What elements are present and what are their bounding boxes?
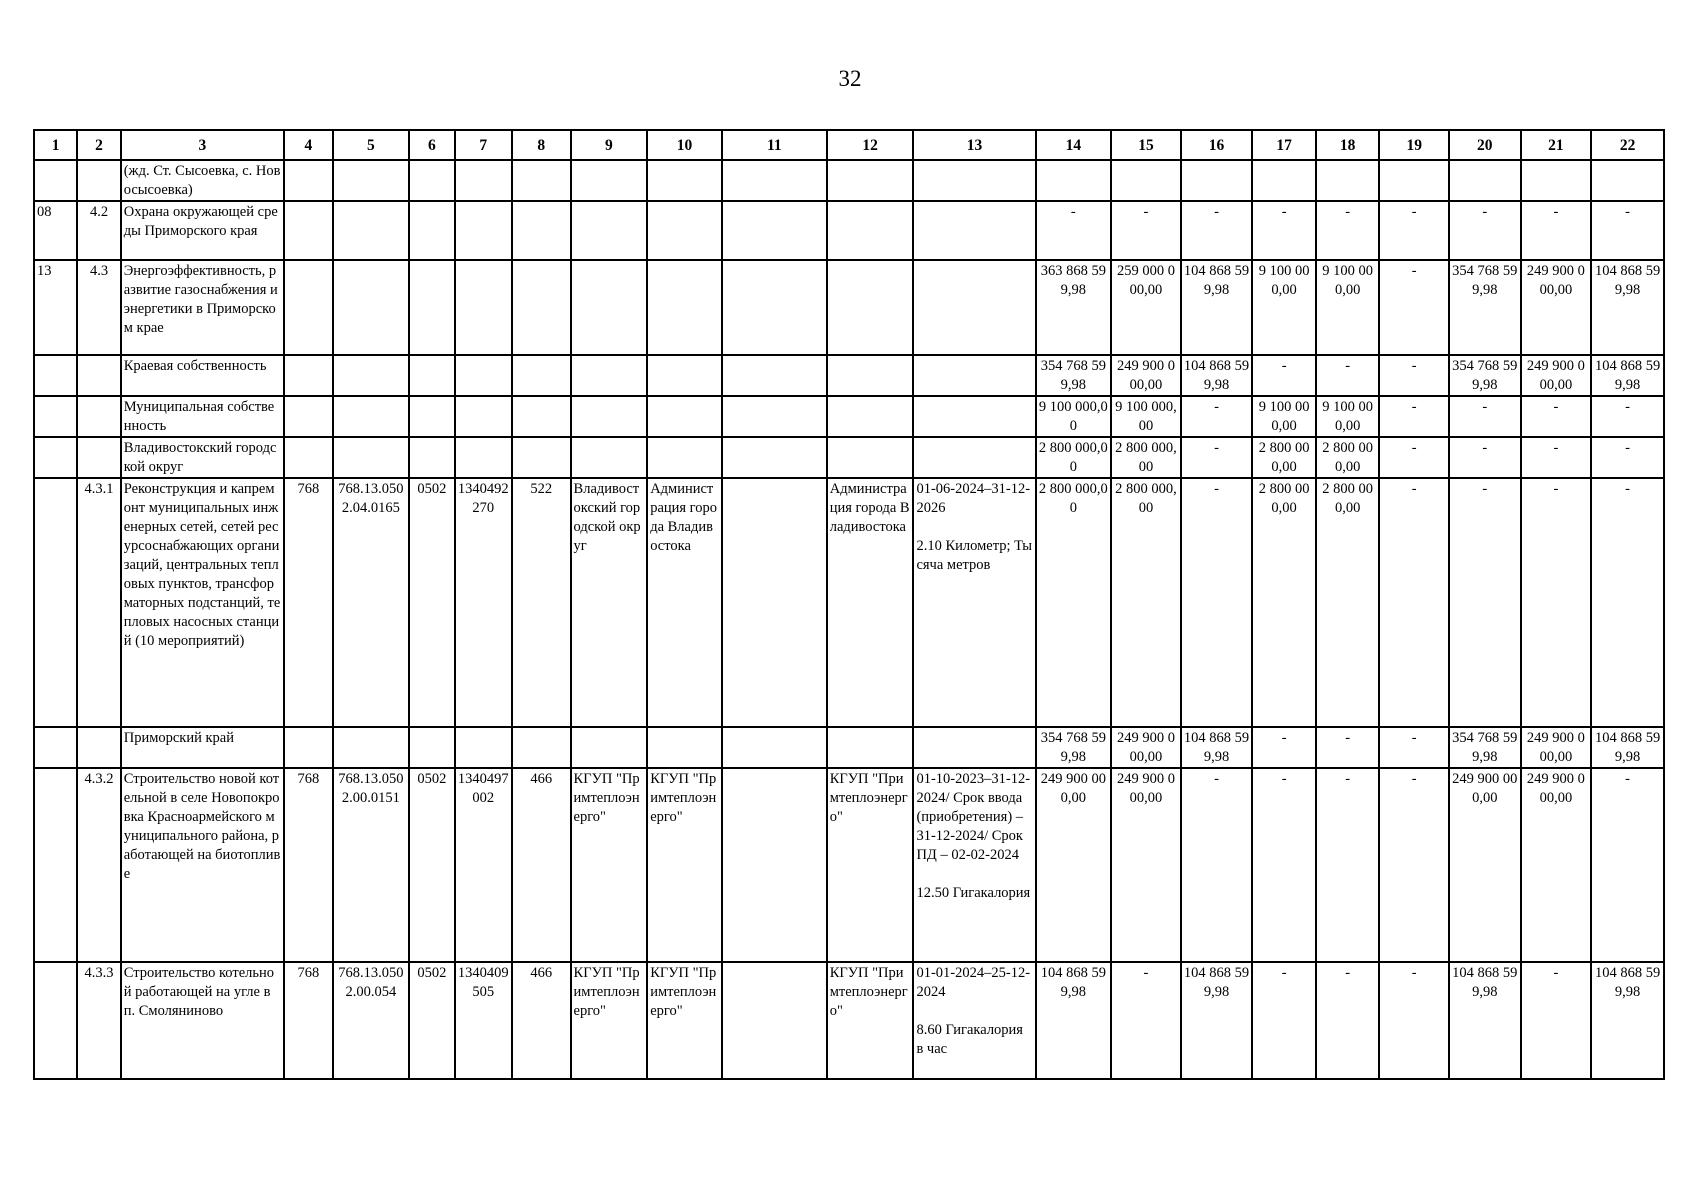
table-cell — [409, 396, 454, 437]
table-cell: - — [1316, 962, 1380, 1079]
table-cell: - — [1449, 478, 1521, 727]
table-cell — [647, 355, 722, 396]
table-cell — [455, 260, 512, 355]
table-cell — [722, 768, 827, 962]
table-cell: - — [1521, 478, 1592, 727]
table-cell: 104 868 599,98 — [1591, 962, 1664, 1079]
table-cell — [827, 437, 914, 478]
table-cell: 466 — [512, 962, 571, 1079]
table-cell: 4.3.1 — [77, 478, 120, 727]
table-row — [34, 962, 1664, 1079]
table-cell — [571, 727, 648, 768]
header-cell: 8 — [512, 130, 571, 160]
header-cell: 2 — [77, 130, 120, 160]
table-cell: - — [1379, 201, 1449, 260]
table-cell: 104 868 599,98 — [1449, 962, 1521, 1079]
table-cell: 01-10-2023–31-12-2024/ Срок ввода (приобретения) – 31-12-2024/ Срок ПД – 02-02-2024 12.50 Гигакалория — [913, 768, 1035, 962]
table-cell: КГУП "Примтеплоэнерго" — [571, 962, 648, 1079]
table-cell: - — [1521, 437, 1592, 478]
table-cell: - — [1252, 962, 1316, 1079]
table-row — [34, 355, 1664, 396]
table-cell: 768 — [284, 478, 332, 727]
table-cell — [284, 260, 332, 355]
table-cell: - — [1181, 478, 1253, 727]
table-row — [34, 768, 1664, 962]
header-cell: 14 — [1036, 130, 1112, 160]
header-cell: 18 — [1316, 130, 1380, 160]
table-cell: 249 900 000,00 — [1111, 768, 1181, 962]
table-cell: Администрация города Владивостока — [827, 478, 914, 727]
table-cell: 354 768 599,98 — [1036, 355, 1112, 396]
table-cell: 2 800 000,00 — [1316, 437, 1380, 478]
table-cell: 2 800 000,00 — [1036, 437, 1112, 478]
table-cell — [333, 160, 410, 201]
table-cell — [512, 160, 571, 201]
table-cell — [455, 437, 512, 478]
header-cell: 17 — [1252, 130, 1316, 160]
table-cell: 104 868 599,98 — [1591, 727, 1664, 768]
table-cell — [333, 396, 410, 437]
table-cell: 466 — [512, 768, 571, 962]
table-cell — [647, 201, 722, 260]
table-cell: - — [1252, 355, 1316, 396]
table-cell: - — [1316, 355, 1380, 396]
table-cell — [571, 201, 648, 260]
table-cell: 2 800 000,00 — [1316, 478, 1380, 727]
header-cell: 9 — [571, 130, 648, 160]
table-cell — [284, 437, 332, 478]
table-cell: 104 868 599,98 — [1181, 260, 1253, 355]
table-cell: 249 900 000,00 — [1521, 260, 1592, 355]
table-cell — [77, 727, 120, 768]
header-cell: 20 — [1449, 130, 1521, 160]
header-cell: 12 — [827, 130, 914, 160]
table-cell — [1591, 160, 1664, 201]
table-cell — [333, 201, 410, 260]
table-cell — [284, 160, 332, 201]
table-cell: 2 800 000,00 — [1252, 437, 1316, 478]
table-cell: - — [1591, 478, 1664, 727]
header-cell: 4 — [284, 130, 332, 160]
table-cell: - — [1449, 437, 1521, 478]
header-cell: 16 — [1181, 130, 1253, 160]
table-cell — [571, 355, 648, 396]
table-row — [34, 478, 1664, 727]
table-cell — [284, 201, 332, 260]
table-cell — [722, 962, 827, 1079]
table-cell: Реконструкция и капремонт муниципальных инженерных сетей, сетей ресурсоснабжающих организаций, центральных тепловых пунктов, трансформаторных подстанций, тепловых насосных станций (10 мероприятий) — [121, 478, 284, 727]
table-cell: КГУП "Примтеплоэнерго" — [827, 962, 914, 1079]
table-cell: - — [1379, 396, 1449, 437]
table-cell — [409, 355, 454, 396]
table-cell — [34, 355, 77, 396]
table-cell: 4.3.3 — [77, 962, 120, 1079]
table-cell: 01-06-2024–31-12-2026 2.10 Километр; Тысяча метров — [913, 478, 1035, 727]
table-cell: 9 100 000,00 — [1252, 260, 1316, 355]
table-cell: - — [1379, 437, 1449, 478]
table-cell — [284, 355, 332, 396]
table-cell — [722, 260, 827, 355]
table-cell — [333, 260, 410, 355]
table-cell: 104 868 599,98 — [1591, 260, 1664, 355]
table-cell — [455, 727, 512, 768]
table-cell — [827, 160, 914, 201]
table-cell — [571, 260, 648, 355]
table-cell: - — [1316, 768, 1380, 962]
table-cell — [571, 160, 648, 201]
table-cell — [647, 160, 722, 201]
table-cell: 13 — [34, 260, 77, 355]
header-cell: 22 — [1591, 130, 1664, 160]
header-row — [34, 130, 1664, 160]
table-cell — [333, 355, 410, 396]
table-cell — [34, 437, 77, 478]
header-cell: 7 — [455, 130, 512, 160]
table-cell: - — [1591, 437, 1664, 478]
table-cell — [77, 355, 120, 396]
header-cell: 19 — [1379, 130, 1449, 160]
table-cell: Краевая собственность — [121, 355, 284, 396]
table-cell: - — [1379, 260, 1449, 355]
document-table — [33, 129, 1665, 1080]
table-cell: - — [1379, 478, 1449, 727]
table-cell: КГУП "Примтеплоэнерго" — [647, 962, 722, 1079]
table-cell — [913, 396, 1035, 437]
table-cell — [512, 355, 571, 396]
header-cell: 11 — [722, 130, 827, 160]
table-cell: 522 — [512, 478, 571, 727]
table-cell: 104 868 599,98 — [1036, 962, 1112, 1079]
table-cell — [647, 727, 722, 768]
header-cell: 3 — [121, 130, 284, 160]
table-cell: - — [1111, 201, 1181, 260]
table-cell — [827, 396, 914, 437]
table-cell: - — [1591, 396, 1664, 437]
table-cell — [284, 396, 332, 437]
table-cell — [455, 160, 512, 201]
table-cell: 768.13.0502.00.054 — [333, 962, 410, 1079]
table-cell: 2 800 000,00 — [1036, 478, 1112, 727]
table-cell — [77, 437, 120, 478]
table-cell: Администрация города Владивостока — [647, 478, 722, 727]
table-cell: 768 — [284, 962, 332, 1079]
table-cell: - — [1379, 768, 1449, 962]
table-cell: - — [1252, 768, 1316, 962]
table-cell: - — [1521, 962, 1592, 1079]
table-row — [34, 396, 1664, 437]
table-cell — [913, 355, 1035, 396]
table-cell: Владивостокский городской округ — [121, 437, 284, 478]
table-cell: 249 900 000,00 — [1521, 768, 1592, 962]
table-cell — [571, 437, 648, 478]
table-cell — [34, 396, 77, 437]
table-cell: КГУП "Примтеплоэнерго" — [571, 768, 648, 962]
table-cell: Строительство новой котельной в селе Новопокровка Красноармейского муниципального района, работающей на биотопливе — [121, 768, 284, 962]
table-cell: - — [1252, 201, 1316, 260]
table-row — [34, 727, 1664, 768]
table-cell: 768.13.0502.04.0165 — [333, 478, 410, 727]
table-cell — [409, 260, 454, 355]
table-cell: - — [1181, 768, 1253, 962]
table-cell: - — [1379, 355, 1449, 396]
table-cell: 1340497002 — [455, 768, 512, 962]
table-cell — [34, 962, 77, 1079]
table-cell: 249 900 000,00 — [1449, 768, 1521, 962]
table-cell: - — [1379, 962, 1449, 1079]
table-row — [34, 160, 1664, 201]
table-cell: 249 900 000,00 — [1036, 768, 1112, 962]
table-cell — [722, 727, 827, 768]
table-cell: 0502 — [409, 962, 454, 1079]
table-cell: - — [1449, 396, 1521, 437]
table-cell: - — [1181, 201, 1253, 260]
table-cell: - — [1252, 727, 1316, 768]
table-cell: 249 900 000,00 — [1111, 727, 1181, 768]
table-row — [34, 201, 1664, 260]
table-cell — [512, 396, 571, 437]
table-cell: Приморский край — [121, 727, 284, 768]
table-cell: 9 100 000,00 — [1252, 396, 1316, 437]
header-cell: 1 — [34, 130, 77, 160]
table-cell: Энергоэффективность, развитие газоснабжения и энергетики в Приморском крае — [121, 260, 284, 355]
table-cell: 354 768 599,98 — [1036, 727, 1112, 768]
table-cell: Владивостокский городской округ — [571, 478, 648, 727]
table-cell: - — [1521, 201, 1592, 260]
table-cell: 104 868 599,98 — [1181, 727, 1253, 768]
table-cell — [1181, 160, 1253, 201]
table-cell — [827, 260, 914, 355]
table-cell: 4.2 — [77, 201, 120, 260]
table-cell — [913, 727, 1035, 768]
table-cell: (жд. Ст. Сысоевка, с. Новосысоевка) — [121, 160, 284, 201]
table-cell — [647, 396, 722, 437]
table-cell: 9 100 000,00 — [1316, 260, 1380, 355]
table-cell: 768 — [284, 768, 332, 962]
table-cell — [1036, 160, 1112, 201]
table-cell: 354 768 599,98 — [1449, 727, 1521, 768]
header-cell: 10 — [647, 130, 722, 160]
page-number: 32 — [838, 66, 862, 91]
table-cell — [722, 396, 827, 437]
header-cell: 21 — [1521, 130, 1592, 160]
table-cell: 0502 — [409, 768, 454, 962]
table-cell — [913, 201, 1035, 260]
table-cell: 4.3 — [77, 260, 120, 355]
table-cell: 01-01-2024–25-12-2024 8.60 Гигакалория в час — [913, 962, 1035, 1079]
header-cell: 13 — [913, 130, 1035, 160]
table-cell — [455, 201, 512, 260]
table-cell: 249 900 000,00 — [1111, 355, 1181, 396]
table-cell: - — [1379, 727, 1449, 768]
table-cell: Охрана окружающей среды Приморского края — [121, 201, 284, 260]
table-cell: КГУП "Примтеплоэнерго" — [827, 768, 914, 962]
table-cell: - — [1111, 962, 1181, 1079]
table-cell — [284, 727, 332, 768]
table-cell: - — [1521, 396, 1592, 437]
table-cell — [77, 396, 120, 437]
table-cell — [77, 160, 120, 201]
table-cell — [913, 437, 1035, 478]
table-cell: 9 100 000,00 — [1316, 396, 1380, 437]
table-cell — [647, 260, 722, 355]
table-cell: 768.13.0502.00.0151 — [333, 768, 410, 962]
table-cell: 1340409505 — [455, 962, 512, 1079]
table-cell — [333, 437, 410, 478]
table-cell: - — [1316, 201, 1380, 260]
table-cell — [34, 160, 77, 201]
table-cell: КГУП "Примтеплоэнерго" — [647, 768, 722, 962]
table-cell — [913, 260, 1035, 355]
table-cell — [512, 201, 571, 260]
header-cell: 15 — [1111, 130, 1181, 160]
table-cell: - — [1181, 396, 1253, 437]
table-cell — [34, 768, 77, 962]
table-cell — [409, 727, 454, 768]
table-cell — [647, 437, 722, 478]
table-cell: Муниципальная собственность — [121, 396, 284, 437]
table-cell: 2 800 000,00 — [1111, 437, 1181, 478]
table-cell — [722, 437, 827, 478]
table-cell — [1111, 160, 1181, 201]
table-cell — [1316, 160, 1380, 201]
table-cell — [722, 160, 827, 201]
header-cell: 6 — [409, 130, 454, 160]
table-cell: - — [1036, 201, 1112, 260]
table-cell — [409, 160, 454, 201]
table-cell: 104 868 599,98 — [1181, 355, 1253, 396]
table-cell: 9 100 000,00 — [1111, 396, 1181, 437]
table-cell: 104 868 599,98 — [1591, 355, 1664, 396]
table-cell: 0502 — [409, 478, 454, 727]
table-cell — [512, 727, 571, 768]
table-cell: Строительство котельной работающей на угле в п. Смоляниново — [121, 962, 284, 1079]
table-cell: - — [1316, 727, 1380, 768]
table-cell — [512, 260, 571, 355]
table-cell: 1340492270 — [455, 478, 512, 727]
table-cell: - — [1181, 437, 1253, 478]
table-cell — [1521, 160, 1592, 201]
table-cell — [827, 201, 914, 260]
table-cell — [455, 355, 512, 396]
table-cell — [34, 727, 77, 768]
table-cell — [34, 478, 77, 727]
table-cell — [333, 727, 410, 768]
table-cell: 249 900 000,00 — [1521, 727, 1592, 768]
table-cell: 249 900 000,00 — [1521, 355, 1592, 396]
table-row — [34, 260, 1664, 355]
table-cell: 354 768 599,98 — [1449, 260, 1521, 355]
table-cell — [913, 160, 1035, 201]
table-row — [34, 437, 1664, 478]
table-cell — [571, 396, 648, 437]
table-cell — [512, 437, 571, 478]
table-cell: 363 868 599,98 — [1036, 260, 1112, 355]
table-cell: 259 000 000,00 — [1111, 260, 1181, 355]
table-cell — [1379, 160, 1449, 201]
table-cell — [722, 478, 827, 727]
table-cell: 104 868 599,98 — [1181, 962, 1253, 1079]
table-cell — [1252, 160, 1316, 201]
table-cell — [827, 355, 914, 396]
table-cell: 2 800 000,00 — [1111, 478, 1181, 727]
table-cell — [827, 727, 914, 768]
table-cell: 4.3.2 — [77, 768, 120, 962]
table-cell — [722, 355, 827, 396]
table-cell — [455, 396, 512, 437]
table-cell — [722, 201, 827, 260]
header-cell: 5 — [333, 130, 410, 160]
table-cell: - — [1449, 201, 1521, 260]
table-cell: - — [1591, 201, 1664, 260]
table-cell: 08 — [34, 201, 77, 260]
table-cell — [409, 201, 454, 260]
table-cell: 9 100 000,00 — [1036, 396, 1112, 437]
table-cell: - — [1591, 768, 1664, 962]
table-cell — [409, 437, 454, 478]
table-cell — [1449, 160, 1521, 201]
table-cell: 354 768 599,98 — [1449, 355, 1521, 396]
table-cell: 2 800 000,00 — [1252, 478, 1316, 727]
